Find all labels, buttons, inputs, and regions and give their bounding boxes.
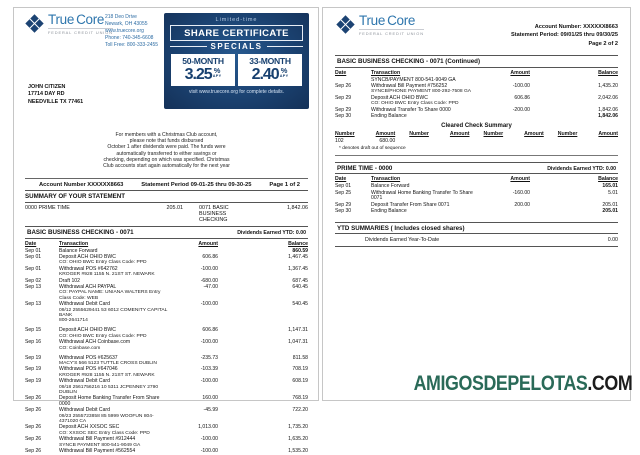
promo-limited-label: Limited-time (215, 17, 258, 23)
transaction-row (25, 449, 308, 454)
transaction-balance: 1,147.31 (288, 327, 308, 334)
transaction-date: Sep 26 (25, 448, 42, 455)
transaction-row (335, 84, 618, 95)
notice-line: Club accounts start again automatically for the next year (103, 163, 230, 170)
transaction-balance: 2,042.06 (598, 94, 618, 101)
transaction-row (25, 437, 308, 448)
col-amount: Amount (198, 240, 218, 247)
transaction-details (59, 272, 168, 277)
transaction-balance: 708.19 (292, 366, 308, 373)
table-header (335, 68, 618, 77)
transaction-date: Sep 19 (25, 378, 42, 385)
offer-card (171, 54, 235, 86)
transaction-row (335, 114, 618, 119)
offer-rate: 2.40 (251, 66, 279, 83)
transaction-date: Sep 15 (25, 327, 42, 334)
transaction-description: Ending Balance (371, 113, 407, 120)
statement-page-2 (322, 7, 631, 401)
transaction-amount: -200.00 (512, 106, 530, 113)
decorative-line (267, 46, 304, 47)
transaction-date: Sep 29 (335, 106, 352, 113)
checking-continued-header (335, 55, 618, 68)
account-number: Account Number: XXXXXX8663 (534, 24, 618, 30)
brand-tagline: FEDERAL CREDIT UNION (48, 30, 113, 35)
transaction-description: Deposit Home Banking Transfer From Share 0000 (59, 395, 160, 407)
transaction-date: Sep 26 (25, 407, 42, 414)
transaction-description: Withdrawal Transfer To Share 0000 (371, 106, 451, 113)
cleared-check-values (335, 138, 618, 144)
transaction-row (25, 356, 308, 367)
col-number: Number (409, 130, 429, 137)
decorative-line (170, 46, 207, 47)
offer-term: 33-MONTH (249, 56, 291, 66)
transaction-balance: 205.01 (602, 201, 618, 208)
notice-line: please note that funds disbursed (129, 138, 204, 145)
cleared-check-header (335, 131, 618, 137)
transaction-balance: 640.45 (292, 284, 308, 291)
transaction-description: Deposit ACH OHIO BWC (371, 94, 428, 101)
transaction-row (25, 302, 308, 324)
transaction-row (335, 96, 618, 107)
transaction-balance: 1,635.20 (288, 436, 308, 443)
col-amount: Amount (510, 69, 530, 76)
transaction-detail: CO: PAYPAL NAME: UNIANA WALTERS Entry Class Code: WEB (59, 290, 161, 301)
transaction-date: Sep 25 (335, 189, 352, 196)
transaction-description: Withdrawal POS #642762 (59, 265, 118, 272)
transaction-balance: 1,435.20 (598, 82, 618, 89)
summary-share-2: 0071 BASIC BUSINESS CHECKING (199, 205, 229, 223)
transaction-details (59, 443, 168, 448)
transaction-date: Sep 02 (25, 277, 42, 284)
account-number: Account Number XXXXXX8663 (39, 181, 124, 188)
col-number: Number (335, 130, 355, 137)
transaction-amount: -100.00 (200, 436, 218, 443)
transaction-date: Sep 30 (335, 208, 352, 215)
transaction-date: Sep 19 (25, 354, 42, 361)
transaction-balance: 1,047.31 (288, 339, 308, 346)
cleared-check-summary-title: Cleared Check Summary (441, 123, 512, 130)
notice-line: October 1 after dividends were paid. The funds were (107, 144, 226, 151)
contact-info (105, 14, 167, 49)
summary-value-1: 205.01 (166, 205, 183, 211)
col-balance: Balance (598, 69, 618, 76)
statement-info-line (25, 178, 308, 191)
page-indicator: Page 1 of 2 (269, 181, 300, 188)
check-amount: 680.00 (379, 138, 396, 145)
statement-period: Statement Period 09-01-25 thru 09-30-25 (141, 181, 252, 188)
page-indicator: Page 2 of 2 (588, 40, 618, 47)
contact-line: www.truecore.org (105, 28, 144, 34)
transaction-detail: SYNCB PAYMENT 800-541-9049 GA (59, 442, 141, 448)
transaction-description: Withdrawal ACH PAYPAL (59, 284, 117, 291)
check-number: 102 (335, 138, 344, 145)
transaction-row (25, 367, 308, 378)
transaction-row (335, 209, 618, 214)
transaction-date: Sep 26 (335, 82, 352, 89)
apy-label: APY (279, 73, 289, 78)
transaction-details (59, 308, 168, 324)
transaction-balance: 5.01 (608, 189, 618, 196)
transaction-details (59, 346, 168, 351)
transaction-amount: 1,013.00 (198, 424, 218, 431)
transaction-row (25, 285, 308, 301)
transaction-balance: 608.19 (292, 378, 308, 385)
transaction-balance: 1,467.45 (288, 253, 308, 260)
contact-line: Phone: 740-345-6608 (105, 35, 154, 41)
transaction-date: Sep 29 (335, 201, 352, 208)
statement-page-1 (13, 7, 319, 455)
summary-share-1: 0000 PRIME TIME (25, 205, 70, 211)
transaction-detail: MACY'S 566 5123 TUTTLE CROSS DUBLIN (59, 360, 157, 366)
truecore-logo (336, 14, 424, 36)
transaction-balance: 811.58 (292, 354, 308, 361)
recipient-line: 17714 DAY RD (28, 91, 65, 98)
transaction-detail: CO: OHIO BWC Entry Class Code: PPD (371, 101, 459, 107)
offer-card (238, 54, 302, 86)
transaction-detail: CO: OHIO BWC Entry Class Code: PPD (59, 260, 147, 266)
transaction-amount: -100.00 (200, 265, 218, 272)
ytd-value: 0.00 (607, 236, 618, 243)
site-watermark (413, 372, 632, 396)
transaction-details (59, 431, 168, 436)
transaction-row (25, 425, 308, 436)
transaction-date: Sep 01 (335, 183, 352, 190)
col-balance: Balance (598, 176, 618, 183)
transaction-amount: -680.00 (200, 277, 218, 284)
transaction-details (371, 101, 480, 106)
col-amount: Amount (449, 130, 470, 137)
transaction-date: Sep 13 (25, 301, 42, 308)
transaction-description: Ending Balance (371, 208, 407, 215)
section-divider (335, 155, 618, 156)
dividends-ytd: Dividends Earned YTD: 0.00 (547, 165, 616, 172)
prime-time-transactions (335, 184, 618, 214)
col-balance: Balance (288, 240, 308, 247)
transaction-description: Withdrawal POS #647046 (59, 366, 118, 373)
transaction-balance: 205.01 (602, 208, 618, 215)
col-date: Date (335, 176, 347, 183)
transaction-amount: -103.39 (200, 366, 218, 373)
transaction-detail: CO: Coinbase.com (59, 345, 101, 351)
transaction-amount: 606.86 (202, 253, 218, 260)
christmas-club-notice (25, 132, 308, 169)
contact-line: 218 Deo Drive (105, 14, 137, 20)
brand-name: True Core (48, 12, 105, 27)
col-transaction: Transaction (59, 240, 89, 247)
transaction-description: Deposit ACH OHIO BWC (59, 253, 116, 260)
transaction-description: Withdrawal ACH Coinbase.com (59, 339, 131, 346)
transaction-date: Sep 26 (25, 436, 42, 443)
section-title: BASIC BUSINESS CHECKING - 0071 (Continued) (337, 58, 481, 65)
col-amount: Amount (598, 130, 618, 137)
transaction-row (25, 328, 308, 339)
transaction-details (59, 260, 168, 265)
transaction-detail: 09/18 2561756216 10 5311 JCPENNEY 2790 DUBLIN (59, 384, 159, 395)
transaction-amount: 200.00 (514, 201, 530, 208)
watermark-text: AMIGOSDEPELOTAS (413, 372, 588, 395)
transaction-amount: 606.86 (202, 327, 218, 334)
ytd-label: Dividends Earned Year-To-Date (365, 236, 440, 243)
transaction-description: Withdrawal Debit Card (59, 301, 110, 308)
contact-line: Newark, OH 43055 (105, 21, 148, 27)
transaction-description: Withdrawal Bill Payment #912444 (59, 436, 136, 443)
transaction-amount (480, 209, 530, 214)
summary-value-2: 1,842.06 (287, 205, 308, 211)
transaction-detail: CO: OHIO BWC Entry Class Code: PPD (59, 333, 147, 339)
offer-term: 50-MONTH (182, 56, 224, 66)
ytd-dividends-row (335, 234, 618, 247)
section-title: BASIC BUSINESS CHECKING - 0071 (27, 229, 134, 236)
promo-footer: visit www.truecore.org for complete details. (188, 89, 285, 95)
draft-sequence-note: * denotes draft out of sequence (339, 145, 406, 151)
transaction-details (59, 414, 168, 425)
transaction-date: Sep 26 (25, 424, 42, 431)
transaction-details (371, 89, 480, 94)
transaction-amount: -100.00 (200, 301, 218, 308)
transaction-description: Deposit ACH OHIO BWC (59, 327, 116, 334)
transaction-description: Draft 102 (59, 277, 80, 284)
promo-title: SHARE CERTIFICATE (170, 25, 303, 41)
table-header (25, 239, 308, 248)
col-transaction: Transaction (371, 69, 401, 76)
transaction-description: SYNCB/PAYMENT 800-541-9049 GA (371, 76, 456, 83)
transaction-row (25, 267, 308, 278)
transaction-date: Sep 19 (25, 366, 42, 373)
transaction-detail: 800-2641714 (59, 318, 88, 324)
transaction-row (25, 396, 308, 407)
transaction-description: Withdrawal Debit Card (59, 407, 110, 414)
transaction-detail: 09/23 2555723858 85 5999 WOOFUN 804-4371020 CA (59, 413, 154, 425)
transaction-balance: 1,842.06 (598, 106, 618, 113)
transaction-description: Withdrawal Bill Payment #756252 (371, 82, 448, 89)
transaction-row (335, 191, 618, 202)
dividends-ytd: Dividends Earned YTD: 0.00 (237, 230, 306, 236)
transaction-detail: KROGER #928 1155 N. 21ST ST. NEWARK (59, 272, 155, 278)
promo-subtitle: SPECIALS (170, 42, 303, 51)
col-number: Number (483, 130, 504, 137)
checking-transactions (25, 249, 308, 455)
promo-offers (170, 54, 303, 86)
brand-name: True Core (359, 13, 416, 28)
transaction-amount: -100.00 (200, 339, 218, 346)
transaction-detail: CO: XXSOC SEC Entry Class Code: PPD (59, 430, 150, 436)
truecore-diamond-icon (25, 14, 43, 32)
notice-line: For members with a Christmas Club account, (115, 132, 218, 138)
apy-label: APY (212, 73, 222, 78)
col-date: Date (335, 69, 347, 76)
statement-period: Statement Period: 09/01/25 thru 09/30/25 (511, 32, 618, 39)
brand-tagline: FEDERAL CREDIT UNION (359, 31, 424, 36)
transaction-amount: -235.73 (200, 354, 218, 361)
col-amount: Amount (510, 176, 530, 183)
transaction-date: Sep 01 (25, 253, 42, 260)
transaction-date: Sep 29 (335, 94, 352, 101)
transaction-row (25, 408, 308, 424)
percent-sign: % (280, 66, 288, 75)
transaction-date: Sep 16 (25, 339, 42, 346)
col-transaction: Transaction (371, 176, 401, 183)
transaction-description: Balance Forward (59, 247, 98, 254)
transaction-description: Withdrawal Bill Payment #562554 (59, 448, 136, 455)
transaction-balance: 1,535.20 (288, 448, 308, 455)
transaction-balance: 1,842.06 (598, 113, 618, 120)
truecore-diamond-icon (336, 15, 354, 33)
watermark-suffix: .COM (587, 372, 632, 395)
transaction-date: Sep 01 (25, 247, 42, 254)
transaction-description: Withdrawal Home Banking Transfer To Share 0071 (371, 189, 473, 202)
transaction-description: Withdrawal POS #625637 (59, 354, 118, 361)
transaction-balance: 1,367.45 (288, 265, 308, 272)
transaction-balance: 722.20 (292, 407, 308, 414)
transaction-row (25, 255, 308, 266)
transaction-balance: 687.45 (292, 277, 308, 284)
transaction-amount: 160.00 (202, 395, 218, 402)
transaction-amount: -45.99 (203, 407, 218, 414)
transaction-date: Sep 13 (25, 284, 42, 291)
transaction-detail: 09/12 2555629441 53 6012 COMENITY CAPITAL BANK (59, 307, 168, 319)
transaction-details (59, 385, 168, 396)
transaction-amount: -47.00 (203, 284, 218, 291)
transaction-balance: 860.59 (292, 247, 308, 254)
page2-header (335, 8, 618, 55)
transaction-amount (480, 114, 530, 119)
contact-line: Toll Free: 800-333-2455 (105, 42, 159, 48)
transaction-balance: 540.45 (292, 301, 308, 308)
col-date: Date (25, 240, 37, 247)
transaction-date: Sep 01 (25, 265, 42, 272)
transaction-description: Deposit ACH XXSOC SEC (59, 424, 120, 431)
transaction-description: Balance Forward (371, 183, 410, 190)
transaction-balance: 1,735.20 (288, 424, 308, 431)
promo-banner (164, 13, 309, 109)
summary-title: SUMMARY OF YOUR STATEMENT (25, 191, 308, 203)
transaction-row (25, 340, 308, 351)
transaction-description: Deposit Transfer From Share 0071 (371, 201, 450, 208)
transaction-detail: KROGER #928 1155 N. 21ST ST. NEWARK (59, 372, 155, 378)
checking-section-header (25, 227, 308, 239)
transaction-date: Sep 26 (25, 395, 42, 402)
ytd-summaries-title: YTD SUMMARIES ( Includes closed shares) (335, 222, 618, 235)
transaction-balance: 165.01 (602, 183, 618, 190)
transaction-amount: -100.00 (200, 378, 218, 385)
transaction-amount: 606.86 (514, 94, 530, 101)
col-number: Number (557, 130, 578, 137)
transaction-details (59, 290, 168, 301)
prime-time-section-header (335, 162, 618, 175)
notice-line: automatically transferred to either savings or (116, 150, 217, 157)
page1-header (25, 8, 308, 178)
transaction-description: Withdrawal Debit Card (59, 378, 110, 385)
transaction-balance: 768.19 (292, 395, 308, 402)
col-amount: Amount (375, 130, 396, 137)
percent-sign: % (213, 66, 221, 75)
transaction-amount: -100.00 (512, 82, 530, 89)
transaction-amount: -160.00 (512, 189, 530, 196)
recipient-address (28, 84, 83, 106)
transaction-row (25, 379, 308, 395)
checking-continued-transactions (335, 78, 618, 120)
recipient-line: NEEDVILLE TX 77461 (28, 98, 84, 105)
table-header (335, 174, 618, 183)
summary-row (25, 203, 308, 228)
col-amount: Amount (524, 130, 544, 137)
notice-line: checking, depending on which was specified. Christmas (103, 156, 230, 163)
truecore-logo (25, 13, 113, 35)
recipient-line: JOHN CITIZEN (28, 84, 66, 90)
page2-meta (511, 23, 618, 48)
transaction-date: Sep 30 (335, 113, 352, 120)
section-title: PRIME TIME - 0000 (337, 164, 393, 172)
offer-rate: 3.25 (184, 66, 212, 83)
transaction-detail: SYNCB/PHONE PAYMENT 800-292-7508 GA (371, 89, 472, 95)
transaction-amount: -100.00 (200, 448, 218, 455)
